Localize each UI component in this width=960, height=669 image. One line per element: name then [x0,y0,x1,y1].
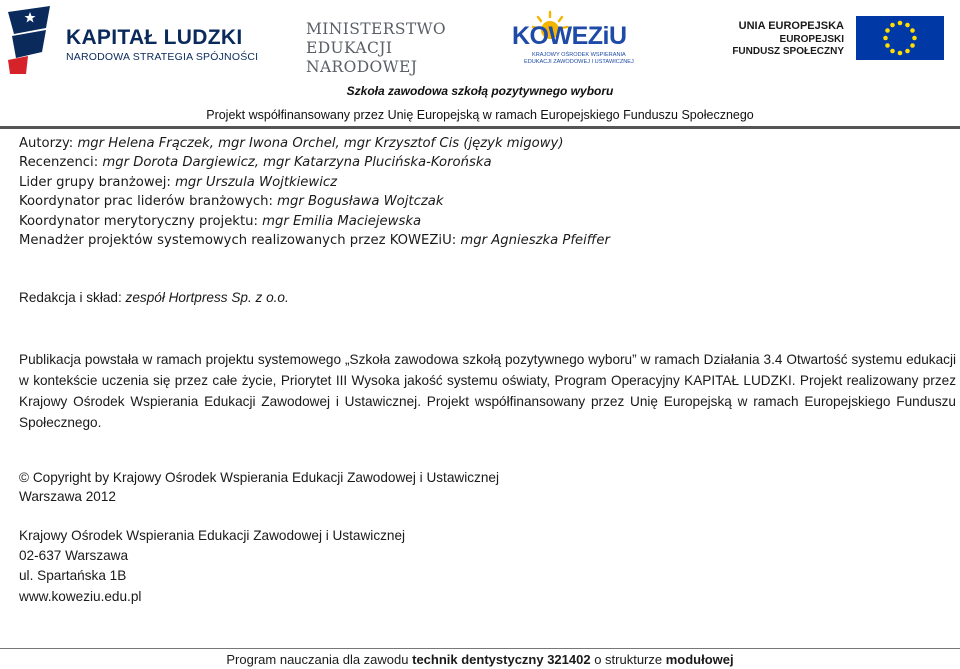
credit-label: Recenzenci: [19,155,103,171]
credit-project-manager [19,231,949,250]
address-web: www.koweziu.edu.pl [19,588,142,604]
eu-line-3: FUNDUSZ SPOŁECZNY [732,46,844,57]
kapital-ludzki-title: KAPITAŁ LUDZKI [66,26,243,49]
ministry-logo [306,20,456,80]
credit-label: Lider grupy branżowej: [19,174,176,190]
koweziu-subtitle-line-2: EDUKACJI ZAWODOWEJ I USTAWICZNEJ [524,59,634,65]
kapital-ludzki-logo [6,4,259,76]
footer-middle: o strukturze [590,652,666,667]
footer-structure: modułowej [665,652,734,667]
address-street: ul. Spartańska 1B [19,568,127,584]
credit-value: mgr Helena Frączek, mgr Iwona Orchel, mgr Krzysztof Cis (język migowy) [77,136,564,151]
footer-prefix: Program nauczania dla zawodu [226,652,413,667]
cofinancing-note: Projekt współfinansowany przez Unię Europejską w ramach Europejskiego Funduszu Społecznego [206,108,754,122]
credit-label: Menadżer projektów systemowych realizowanych przez KOWEZiU: [19,233,461,249]
kapital-ludzki-flag-icon [6,4,58,76]
credit-group-leader [19,173,949,192]
credits-list [19,134,949,250]
credit-label: Autorzy: [19,136,78,151]
eu-line-2: EUROPEJSKI [779,33,844,45]
credit-value: mgr Urszula Wojtkiewicz [175,174,338,190]
copyright-icon: © [19,470,30,485]
eu-text [732,20,844,59]
credit-content-coordinator [19,212,949,231]
footer-profession: technik dentystyczny 321402 [412,652,591,667]
credit-label: Koordynator prac liderów branżowych: [19,194,278,210]
koweziu-subtitle [524,52,634,66]
editorial-credit [19,290,289,305]
editorial-value: zespół Hortpress Sp. z o.o. [125,290,289,305]
koweziu-subtitle-line-1: KRAJOWY OŚRODEK WSPIERANIA [532,52,626,58]
publication-paragraph: Publikacja powstała w ramach projektu systemowego „Szkoła zawodowa szkołą pozytywnego wyboru” w ramach Działania 3.4 Otwartość systemu edukacji w kontekście uczenia się przez całe życie, Priorytet III Wysoka jakość systemu oświaty, Program Operacyjny KAPITAŁ LUDZKI. Projekt realizowany przez Krajowy Ośrodek Wspierania Edukacji Zawodowej i Ustawicznej. Projekt współfinansowany przez Unię Europejską w ramach Europejskiego Funduszu Społecznego. [19,352,956,430]
credit-value: mgr Dorota Dargiewicz, mgr Katarzyna Plucińska-Korońska [102,155,492,171]
koweziu-logo [506,12,638,72]
credit-value: mgr Emilia Maciejewska [262,213,422,229]
address-postal: 02-637 Warszawa [19,548,129,564]
footer-divider [0,648,960,649]
page-footer [0,652,960,667]
kapital-ludzki-subtitle: NARODOWA STRATEGIA SPÓJNOŚCI [66,51,259,63]
address-org: Krajowy Ośrodek Wspierania Edukacji Zawodowej i Ustawicznej [19,528,406,543]
ministry-line-3: NARODOWEJ [306,58,418,76]
ministry-line-2: EDUKACJI [306,39,393,57]
credit-leaders-coordinator [19,192,949,211]
address-block [19,526,405,607]
credit-value: mgr Bogusława Wojtczak [277,194,444,210]
copyright-line [19,468,499,487]
project-tagline: Szkoła zawodowa szkołą pozytywnego wyboru [346,84,614,98]
header-divider [0,126,960,129]
ministry-line-1: MINISTERSTWO [306,20,447,38]
credit-reviewers [19,153,949,172]
eu-flag-icon [856,16,944,60]
credit-authors [19,134,949,153]
editorial-label: Redakcja i skład: [19,290,126,305]
copyright-text: Copyright by Krajowy Ośrodek Wspierania Edukacji Zawodowej i Ustawicznej [32,470,499,485]
copyright-block [19,468,499,506]
credit-value: mgr Agnieszka Pfeiffer [460,233,610,249]
eu-line-1: UNIA EUROPEJSKA [738,20,844,32]
eu-logo [732,16,952,76]
copyright-place-year: Warszawa 2012 [19,489,116,504]
koweziu-name: KOWEZiU [512,22,627,50]
credit-label: Koordynator merytoryczny projektu: [19,213,263,229]
